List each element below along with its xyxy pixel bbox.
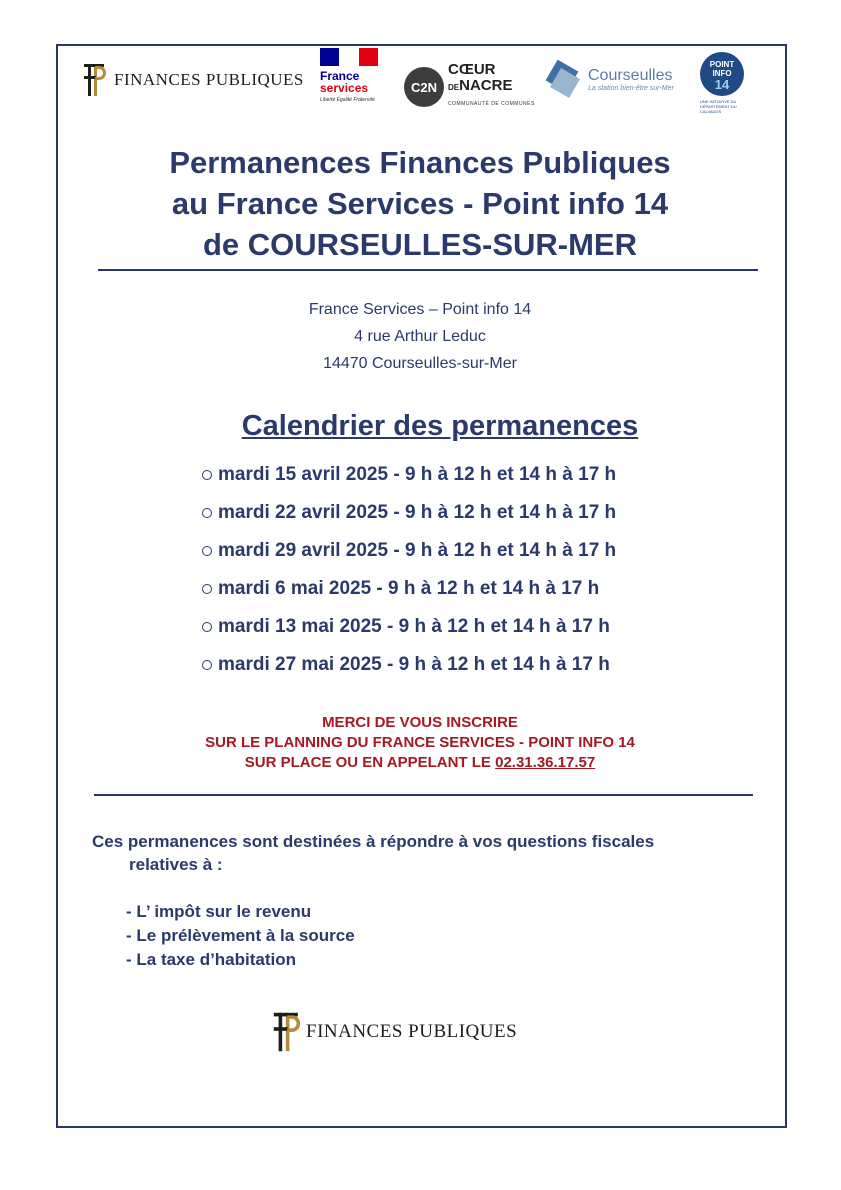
- calendar-item-text: mardi 27 mai 2025 - 9 h à 12 h et 14 h à 17 h: [218, 654, 610, 675]
- notice-divider: [94, 794, 753, 796]
- point-info-line2: INFO: [712, 69, 732, 78]
- finances-publiques-mark-icon: [271, 1010, 302, 1053]
- registration-notice: [120, 713, 720, 773]
- topic-item: - Le prélèvement à la source: [126, 926, 355, 945]
- circle-bullet-icon: [202, 660, 212, 670]
- calendar-item: [202, 646, 616, 684]
- coeur-de-nacre-logo: [404, 62, 535, 112]
- calendar-item-text: mardi 29 avril 2025 - 9 h à 12 h et 14 h à 17 h: [218, 540, 617, 561]
- courseulles-name: Courseulles: [588, 66, 673, 84]
- point-info-sub: UNE INITIATIVE DU DÉPARTEMENT DU CALVADOS: [700, 99, 737, 114]
- france-services-line1: France: [320, 69, 360, 83]
- circle-bullet-icon: [202, 508, 212, 518]
- point-info-badge-icon: [700, 52, 744, 96]
- info-block: [92, 830, 772, 972]
- point-info-number: 14: [714, 77, 730, 92]
- calendar-item-text: mardi 6 mai 2025 - 9 h à 12 h et 14 h à 17 h: [218, 578, 600, 599]
- address-line3: 14470 Courseulles-sur-Mer: [323, 355, 517, 372]
- address-line1: France Services – Point info 14: [308, 301, 532, 318]
- calendar-heading: Calendrier des permanences: [241, 410, 639, 442]
- title-divider: [98, 269, 758, 271]
- calendar-item: [202, 456, 616, 494]
- notice-line1: MERCI DE VOUS INSCRIRE: [322, 714, 518, 731]
- c2n-name-line2: NACRE: [459, 77, 513, 94]
- title-line3: de COURSEULLES-SUR-MER: [202, 227, 637, 262]
- calendar-item: [202, 532, 616, 570]
- finances-publiques-wordmark: FINANCES PUBLIQUES: [114, 70, 304, 89]
- phone-link[interactable]: 02.31.36.17.57: [495, 754, 596, 771]
- circle-bullet-icon: [202, 622, 212, 632]
- point-info-line1: POINT: [709, 60, 735, 69]
- title-line2: au France Services - Point info 14: [171, 186, 669, 221]
- address-block: [220, 296, 620, 377]
- c2n-name-line1: CŒUR: [448, 61, 496, 78]
- info-intro-line1: Ces permanences sont destinées à répondre à vos questions fiscales: [92, 832, 655, 851]
- finances-publiques-mark-icon: [82, 62, 108, 98]
- circle-bullet-icon: [202, 546, 212, 556]
- topic-item: - La taxe d’habitation: [126, 950, 297, 969]
- courseulles-tagline: La station bien-être sur-Mer: [588, 84, 674, 92]
- topic-item: - L’ impôt sur le revenu: [126, 902, 312, 921]
- page-title: [96, 142, 744, 265]
- c2n-small: DE: [448, 83, 460, 92]
- marianne-flag-icon: [320, 48, 378, 66]
- france-services-line2: services: [320, 81, 369, 95]
- calendar-list: [202, 456, 616, 684]
- c2n-sub: COMMUNAUTÉ DE COMMUNES: [448, 101, 535, 107]
- circle-bullet-icon: [202, 470, 212, 480]
- topics-list: [92, 900, 772, 972]
- finances-publiques-footer-logo: [274, 1014, 517, 1050]
- france-services-logo: [320, 48, 382, 120]
- info-intro-line2: relatives à :: [129, 855, 223, 874]
- c2n-badge-icon: C2N: [404, 67, 444, 107]
- finances-publiques-logo: [82, 62, 304, 98]
- point-info-14-logo: [700, 52, 760, 122]
- title-line1: Permanences Finances Publiques: [169, 145, 671, 180]
- courseulles-mark-icon: [544, 60, 582, 98]
- france-services-motto: Liberté Égalité Fraternité: [320, 97, 375, 103]
- calendar-item: [202, 570, 616, 608]
- address-line2: 4 rue Arthur Leduc: [354, 328, 486, 345]
- circle-bullet-icon: [202, 584, 212, 594]
- calendar-item-text: mardi 22 avril 2025 - 9 h à 12 h et 14 h à 17 h: [218, 502, 617, 523]
- calendar-item: [202, 494, 616, 532]
- calendar-item-text: mardi 15 avril 2025 - 9 h à 12 h et 14 h à 17 h: [218, 464, 617, 485]
- courseulles-logo: [544, 60, 674, 98]
- calendar-item-text: mardi 13 mai 2025 - 9 h à 12 h et 14 h à 17 h: [218, 616, 610, 637]
- notice-line3: SUR PLACE OU EN APPELANT LE: [244, 754, 496, 771]
- finances-publiques-wordmark: FINANCES PUBLIQUES: [306, 1021, 518, 1042]
- calendar-item: [202, 608, 616, 646]
- notice-line2: SUR LE PLANNING DU FRANCE SERVICES - POINT INFO 14: [205, 734, 635, 751]
